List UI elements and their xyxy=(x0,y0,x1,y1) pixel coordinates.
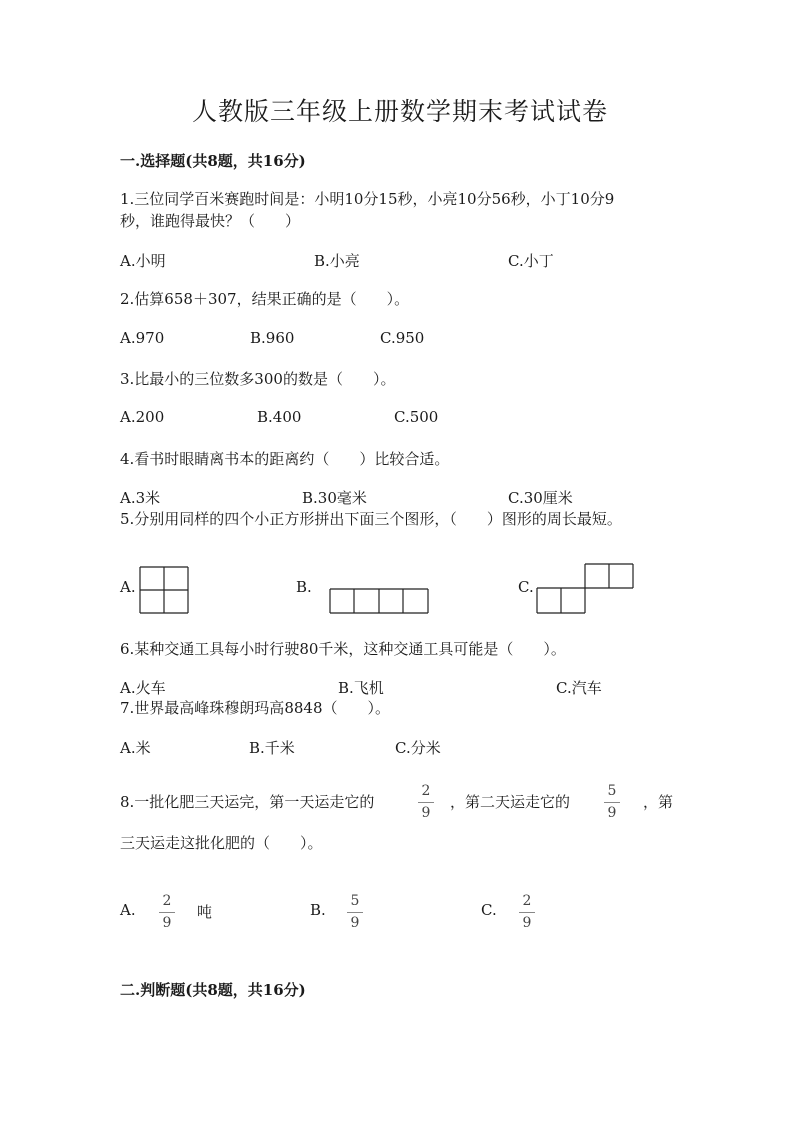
q8-option-a-unit: 吨 xyxy=(197,903,213,921)
question-8-part-b: ，第二天运走它的 xyxy=(450,793,571,811)
q8-option-b-label: B. xyxy=(310,901,326,919)
figure-1x4-square-row xyxy=(329,588,431,615)
question-5: 5.分别用同样的四个小正方形拼出下面三个图形，（ ）图形的周长最短。 xyxy=(120,510,622,528)
q1-option-c: C.小丁 xyxy=(508,252,554,270)
q7-option-a: A.米 xyxy=(120,739,151,757)
question-7: 7.世界最高峰珠穆朗玛高8848（ ）。 xyxy=(120,699,390,717)
fraction-numerator: 5 xyxy=(350,893,360,909)
q8-option-b-fraction xyxy=(343,894,367,931)
fraction-denominator: 9 xyxy=(350,915,360,931)
q2-option-c: C.950 xyxy=(380,329,425,347)
q5-option-c: C. xyxy=(518,578,534,596)
section-heading-judgement: 二.判断题(共8题，共16分) xyxy=(120,981,306,999)
q6-option-c: C.汽车 xyxy=(556,679,602,697)
question-4: 4.看书时眼睛离书本的距离约（ ）比较合适。 xyxy=(120,450,450,468)
q7-option-c: C.分米 xyxy=(395,739,441,757)
question-6: 6.某种交通工具每小时行驶80千米，这种交通工具可能是（ ）。 xyxy=(120,640,566,658)
q8-option-c-fraction xyxy=(515,894,539,931)
fraction-numerator: 5 xyxy=(607,783,617,799)
question-1-line2: 秒，谁跑得最快？（ ） xyxy=(120,212,301,230)
fraction-denominator: 9 xyxy=(522,915,532,931)
fraction-numerator: 2 xyxy=(522,893,532,909)
q8-option-c-label: C. xyxy=(481,901,497,919)
q2-option-a: A.970 xyxy=(120,329,165,347)
q5-option-a: A. xyxy=(120,578,136,596)
fraction-denominator: 9 xyxy=(421,805,431,821)
fraction-2-9 xyxy=(414,784,438,821)
figure-step-square-shape xyxy=(536,563,636,615)
question-8-part-a: 8.一批化肥三天运完，第一天运走它的 xyxy=(120,793,375,811)
question-8-part-c: ，第 xyxy=(643,793,674,811)
q8-option-a-fraction xyxy=(155,894,179,931)
fraction-denominator: 9 xyxy=(607,805,617,821)
question-2: 2.估算658＋307，结果正确的是（ ）。 xyxy=(120,290,410,308)
fraction-5-9 xyxy=(600,784,624,821)
fraction-denominator: 9 xyxy=(162,915,172,931)
q3-option-c: C.500 xyxy=(394,408,439,426)
q1-option-a: A.小明 xyxy=(120,252,166,270)
q4-option-a: A.3米 xyxy=(120,489,161,507)
q1-option-b: B.小亮 xyxy=(314,252,360,270)
q6-option-b: B.飞机 xyxy=(338,679,384,697)
question-1-line1: 1.三位同学百米赛跑时间是：小明10分15秒，小亮10分56秒，小丁10分9 xyxy=(120,190,615,208)
question-3: 3.比最小的三位数多300的数是（ ）。 xyxy=(120,370,396,388)
fraction-numerator: 2 xyxy=(162,893,172,909)
q8-option-a-label: A. xyxy=(120,901,136,919)
page-title: 人教版三年级上册数学期末考试试卷 xyxy=(191,97,608,126)
q3-option-a: A.200 xyxy=(120,408,165,426)
section-heading-choice: 一.选择题(共8题，共16分) xyxy=(120,152,306,170)
question-8-line2: 三天运走这批化肥的（ ）。 xyxy=(120,834,323,852)
q7-option-b: B.千米 xyxy=(249,739,295,757)
q5-option-b: B. xyxy=(296,578,312,596)
q4-option-b: B.30毫米 xyxy=(302,489,367,507)
q4-option-c: C.30厘米 xyxy=(508,489,573,507)
fraction-numerator: 2 xyxy=(421,783,431,799)
q6-option-a: A.火车 xyxy=(120,679,166,697)
figure-2x2-square-grid xyxy=(139,566,191,614)
q2-option-b: B.960 xyxy=(250,329,295,347)
q3-option-b: B.400 xyxy=(257,408,302,426)
